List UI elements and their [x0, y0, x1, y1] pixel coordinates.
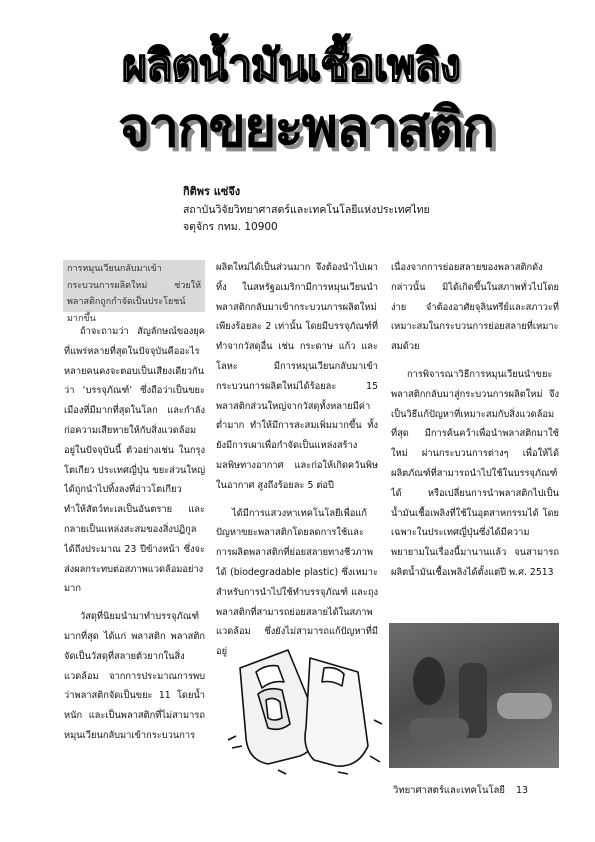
- author-name: กิติพร แซ่จึง: [183, 185, 241, 198]
- page-number: 13: [515, 785, 529, 796]
- paragraph: เนื่องจากการย่อยสลายของพลาสติกดังกล่าวนั้น มิได้เกิดขึ้นในสภาพทั่วไปโดยง่าย จำต้องอาศัยจุลินทรีย์และสภาวะที่เหมาะสมในกระบวนการย่อยสลายที่เหมาะสมด้วย: [391, 262, 559, 353]
- paragraph: วัสดุที่นิยมนำมาทำบรรจุภัณฑ์มากที่สุด ได้แก่ พลาสติก พลาสติกจัดเป็นวัสดุที่สลายตัวยากในสิ่งแวดล้อม จากการประมาณการพบว่าพลาสติกจัดเป็นขยะ 11 โดยน้ำหนัก และเป็นพลาสติกที่ไม่สามารถหมุนเวียนกลับมาเข้ากระบวนการ: [64, 611, 205, 741]
- column-1: [64, 322, 205, 802]
- callout-box: การหมุนเวียนกลับมาเข้ากระบวนการผลิตใหม่ ช่วยให้พลาสติกถูกกำจัดเป็นประโยชน์มากขึ้น: [63, 260, 205, 312]
- paragraph: ได้มีการแสวงหาเทคโนโลยีเพื่อแก้ปัญหาขยะพลาสติกโดยลดการใช้และการผลิตพลาสติกที่ย่อยสลายทางชีวภาพได้ (biodegradable plastic) ซึ่งเหมาะสำหรับการนำไปใช้ทำบรรจุภัณฑ์ และถุงพลาสติกที่สามารถย่อยสลายได้ในสภาพแวดล้อม ซึ่งยังไม่สามารถแก้ปัญหาที่มีอยู่: [216, 507, 378, 658]
- page-footer: [393, 783, 528, 798]
- paragraph: ถ้าจะถามว่า สัญลักษณ์ของยุคที่แพร่หลายที่สุดในปัจจุบันคืออะไร หลายคนคงจะตอบเป็นเสียงเดียวกันว่า ‘บรรจุภัณฑ์’ ซึ่งถือว่าเป็นขยะเมืองที่มีมากที่สุดในโลก และกำลังก่อความเสียหายให้กับสิ่งแวดล้อมอยู่ในปัจจุบันนี้ ตัวอย่างเช่น ในกรุงโตเกียว ประเทศญี่ปุ่น ขยะส่วนใหญ่ได้ถูกนำไปทิ้งลงที่อ่าวโตเกียว ทำให้สัตว์ทะเลเป็นอันตราย และกลายเป็นแหล่งสะสมของสิ่งปฏิกูล ได้ถึงประมาณ 23 ปีข้างหน้า ซึ่งจะส่งผลกระทบต่อสภาพแวดล้อมอย่างมาก: [64, 326, 205, 595]
- plastic-bags-illustration: [218, 628, 388, 778]
- author-affiliation: [183, 202, 430, 236]
- bottle-shapes: [389, 623, 559, 768]
- title-line-2: จากขยะพลาสติก: [118, 95, 494, 159]
- magazine-name: วิทยาศาสตร์และเทคโนโลยี: [393, 785, 505, 796]
- paragraph: การพิจารณาวิธีการหมุนเวียนนำขยะพลาสติกกลับมาสู่กระบวนการผลิตใหม่ จึงเป็นวิธีแก้ปัญหาที่เหมาะสมกับสิ่งแวดล้อมที่สุด มีการค้นคว้าเพื่อนำพลาสติกมาใช้ใหม่ ผ่านกระบวนการต่างๆ เพื่อให้ได้ผลิตภัณฑ์ที่สามารถนำไปใช้ในบรรจุภัณฑ์ได้ หรือเปลี่ยนการนำพลาสติกไปเป็นน้ำมันเชื้อเพลิงที่ใช้ในอุตสาหกรรมได้ โดยเฉพาะในประเทศญี่ปุ่นซึ่งได้มีความพยายามในเรื่องนี้มานานแล้ว จนสามารถผลิตน้ำมันเชื้อเพลิงได้ตั้งแต่ปี พ.ศ. 2513: [391, 368, 559, 578]
- column-3: [391, 258, 559, 608]
- affiliation-line-2: จตุจักร กทม. 10900: [183, 221, 278, 233]
- plastic-bottles-photo: [389, 623, 559, 768]
- paragraph: ผลิตใหม่ได้เป็นส่วนมาก จึงต้องนำไปเผาทิ้ง ในสหรัฐอเมริกามีการหมุนเวียนนำพลาสติกกลับมาเข้ากระบวนการผลิตใหม่เพียงร้อยละ 2 เท่านั้น โดยมีบรรจุภัณฑ์ที่ทำจากวัสดุอื่น เช่น กระดาษ แก้ว และโลหะ มีการหมุนเวียนกลับมาเข้ากระบวนการผลิตใหม่ได้ร้อยละ 15 พลาสติกส่วนใหญ่จากวัสดุทั้งหลายมีค่าต่ำมาก ทำให้มีการสะสมเพิ่มมากขึ้น ทั้งยังมีการเผาเพื่อกำจัดเป็นแหล่งสร้างมลพิษทางอากาศ และก่อให้เกิดควันพิษในอากาศ สูงถึงร้อยละ 5 ต่อปี: [216, 262, 378, 491]
- title-line-1: ผลิตน้ำมันเชื้อเพลิง: [122, 41, 460, 91]
- affiliation-line-1: สถาบันวิจัยวิทยาศาสตร์และเทคโนโลยีแห่งประเทศไทย: [183, 204, 430, 216]
